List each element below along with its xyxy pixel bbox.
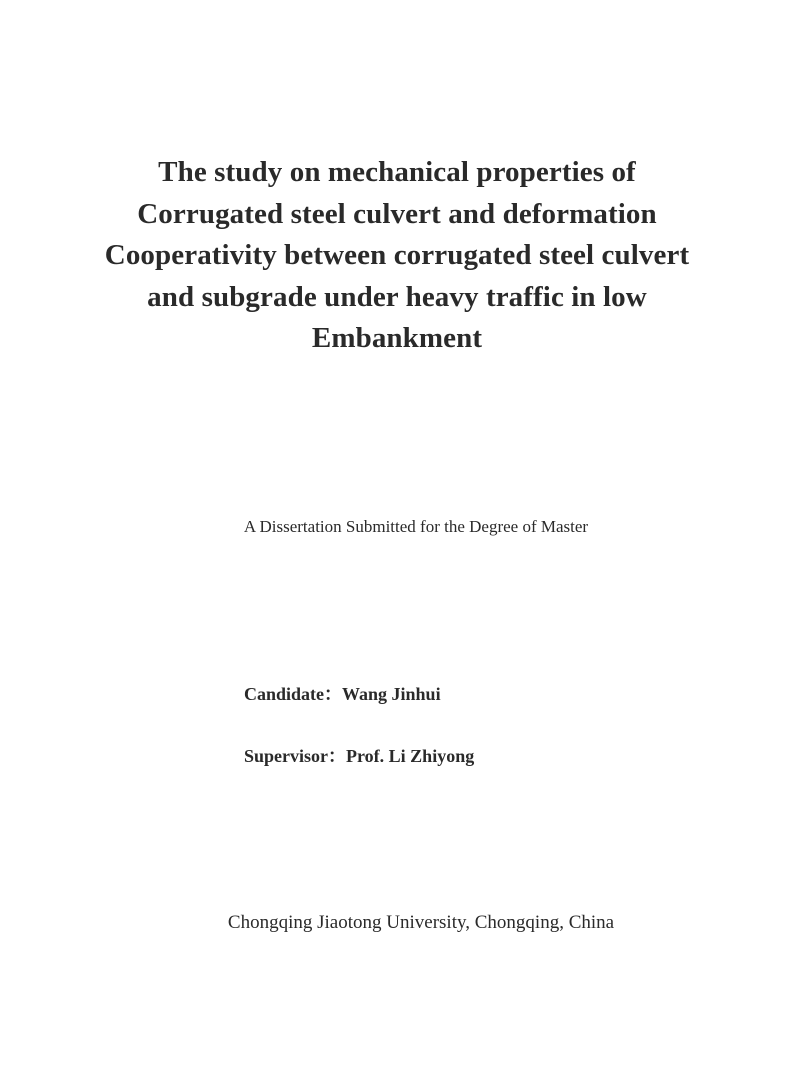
degree-statement: A Dissertation Submitted for the Degree of Master [243, 517, 589, 536]
title-line-5: Embankment [311, 322, 483, 354]
candidate-name: Wang Jinhui [342, 684, 441, 704]
title-line-3: Cooperativity between corrugated steel culvert [104, 239, 690, 271]
candidate-label: Candidate： [244, 684, 343, 704]
supervisor-label: Supervisor： [244, 746, 347, 766]
supervisor-name: Prof. Li Zhiyong [346, 746, 475, 766]
title-line-4: and subgrade under heavy traffic in low [147, 280, 647, 313]
thesis-title [0, 152, 794, 360]
institution: Chongqing Jiaotong University, Chongqing, China [227, 912, 615, 933]
candidate-row [244, 682, 441, 706]
title-line-1: The study on mechanical properties of [158, 156, 636, 188]
supervisor-row [244, 744, 474, 768]
title-line-2: Corrugated steel culvert and deformation [137, 197, 657, 230]
